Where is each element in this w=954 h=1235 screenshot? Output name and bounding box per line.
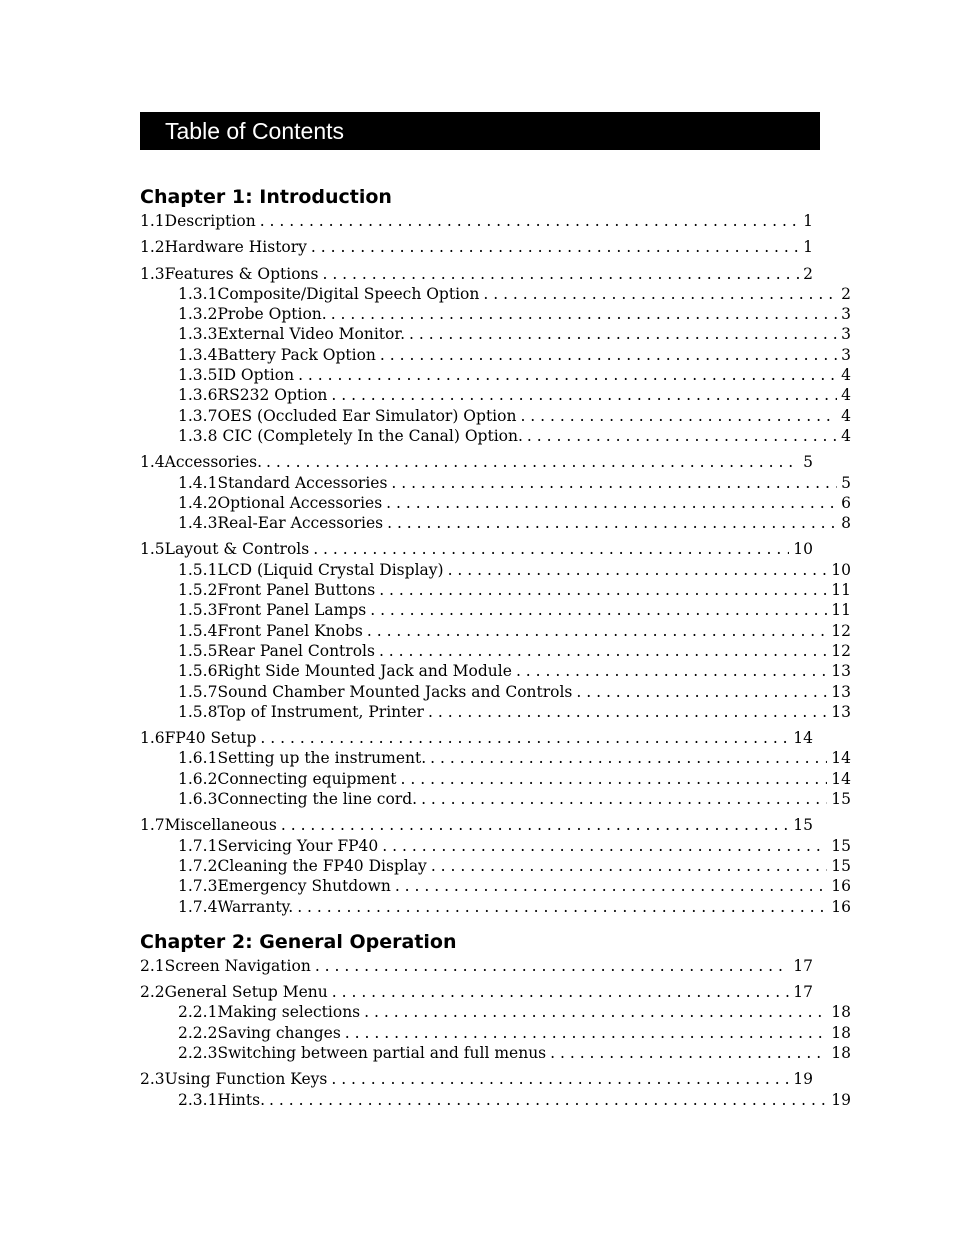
toc-subsection-entry[interactable] (140, 702, 851, 722)
toc-subsection-entry[interactable] (140, 897, 851, 917)
entry-title: Accessories. (164, 453, 263, 472)
entry-number: 1.6.3 (178, 790, 218, 809)
dot-leader (294, 365, 837, 385)
page-number: 5 (803, 453, 813, 472)
entry-title: Description (164, 212, 256, 230)
dot-leader (378, 836, 827, 856)
page-number: 2 (803, 264, 813, 283)
page-number: 18 (831, 1003, 851, 1022)
entry-title: Optional Accessories (217, 493, 383, 512)
entry-number: 1.7 (140, 816, 165, 835)
entry-title: General Setup Menu (164, 983, 328, 1002)
entry-title: Using Function Keys (164, 1070, 328, 1089)
entry-number: 2.3.1 (178, 1090, 218, 1109)
page-number: 11 (831, 601, 851, 620)
toc-header: Table of Contents (140, 112, 820, 150)
toc-section-entry[interactable] (140, 1069, 813, 1089)
entry-title: Features & Options (164, 264, 319, 283)
page-number: 5 (841, 473, 851, 492)
entry-number: 1.5.6 (178, 662, 218, 681)
toc-subsection-entry[interactable] (140, 1090, 851, 1110)
dot-leader (307, 237, 799, 257)
dot-leader (341, 1023, 827, 1043)
entry-title: Sound Chamber Mounted Jacks and Controls (217, 682, 573, 701)
entry-title: Making selections (217, 1003, 361, 1022)
dot-leader (327, 385, 837, 405)
dot-leader (360, 1002, 827, 1022)
dot-leader (327, 304, 837, 324)
entry-number: 2.3 (140, 1070, 165, 1089)
dot-leader (328, 982, 790, 1002)
dot-leader (405, 324, 837, 344)
entry-title: Probe Option. (217, 305, 327, 324)
toc-subsection-entry[interactable] (140, 560, 851, 580)
dot-leader (391, 876, 827, 896)
entry-title: Servicing Your FP40 (217, 836, 379, 855)
dot-leader (512, 661, 827, 681)
entry-title: Screen Navigation (164, 956, 311, 975)
dot-leader (572, 682, 827, 702)
entry-title: Front Panel Lamps (217, 601, 367, 620)
page-number: 13 (831, 662, 851, 681)
entry-title: Emergency Shutdown (217, 877, 391, 896)
page-number: 13 (831, 682, 851, 701)
entry-number: 1.5.7 (178, 682, 218, 701)
chapter-heading: Chapter 2: General Operation (140, 930, 457, 953)
toc-section-entry[interactable] (140, 539, 813, 559)
dot-leader (309, 539, 789, 559)
dot-leader (479, 284, 837, 304)
dot-leader (516, 406, 837, 426)
toc-subsection-entry[interactable] (140, 769, 851, 789)
entry-title: Miscellaneous (164, 816, 277, 835)
toc-section-entry[interactable] (140, 728, 813, 748)
dot-leader (426, 748, 827, 768)
toc-subsection-entry[interactable] (140, 493, 851, 513)
toc-body (140, 183, 851, 1110)
page-number: 14 (831, 769, 851, 788)
entry-number: 1.3.6 (178, 386, 218, 405)
dot-leader (366, 600, 827, 620)
entry-number: 1.7.1 (178, 836, 218, 855)
toc-subsection-entry[interactable] (140, 1002, 851, 1022)
entry-title: RS232 Option (217, 386, 328, 405)
entry-number: 2.1 (140, 956, 165, 975)
dot-leader (427, 856, 827, 876)
toc-subsection-entry[interactable] (140, 682, 851, 702)
page-number: 16 (831, 877, 851, 896)
page-number: 18 (831, 1043, 851, 1062)
page-number: 15 (831, 856, 851, 875)
toc-subsection-entry[interactable] (140, 284, 851, 304)
toc-section-entry[interactable] (140, 237, 813, 257)
entry-number: 1.5.8 (178, 702, 218, 721)
dot-leader (387, 473, 837, 493)
page-number: 15 (831, 836, 851, 855)
page-number: 14 (831, 749, 851, 768)
toc-section-entry[interactable] (140, 211, 813, 231)
toc-subsection-entry[interactable] (140, 385, 851, 405)
dot-leader (318, 264, 799, 284)
entry-title: Setting up the instrument. (217, 749, 427, 768)
entry-number: 1.7.4 (178, 897, 218, 916)
toc-subsection-entry[interactable] (140, 426, 851, 446)
dot-leader (262, 452, 799, 472)
page-number: 13 (831, 702, 851, 721)
entry-number: 1.6.2 (178, 769, 218, 788)
entry-title: FP40 Setup (164, 729, 257, 748)
entry-number: 1.5.5 (178, 641, 218, 660)
dot-leader (311, 956, 789, 976)
entry-title: Real-Ear Accessories (217, 514, 384, 533)
entry-number: 1.5.3 (178, 601, 218, 620)
toc-subsection-entry[interactable] (140, 406, 851, 426)
entry-number: 1.3.1 (178, 284, 218, 303)
entry-title: CIC (Completely In the Canal) Option. (222, 426, 523, 445)
entry-number: 2.2.2 (178, 1023, 218, 1042)
toc-subsection-entry[interactable] (140, 876, 851, 896)
page-number: 3 (841, 305, 851, 324)
page-number: 17 (793, 983, 813, 1002)
entry-title: Saving changes (217, 1023, 341, 1042)
page-number: 19 (831, 1090, 851, 1109)
page-number: 10 (831, 560, 851, 579)
page-number: 4 (841, 366, 851, 385)
dot-leader (256, 728, 789, 748)
entry-number: 1.3.5 (178, 366, 218, 385)
entry-title: Hints. (217, 1090, 266, 1109)
entry-title: Connecting equipment (217, 769, 397, 788)
toc-section-entry[interactable] (140, 264, 813, 284)
entry-number: 1.3.4 (178, 345, 218, 364)
dot-leader (363, 621, 827, 641)
entry-title: Warranty. (217, 897, 294, 916)
toc-subsection-entry[interactable] (140, 304, 851, 324)
dot-leader (293, 897, 827, 917)
dot-leader (376, 345, 837, 365)
entry-title: Standard Accessories (217, 473, 388, 492)
page-number: 14 (793, 729, 813, 748)
entry-number: 1.3.8 (178, 426, 218, 445)
dot-leader (265, 1090, 827, 1110)
entry-number: 2.2.3 (178, 1043, 218, 1062)
entry-title: Battery Pack Option (217, 345, 376, 364)
dot-leader (397, 769, 828, 789)
toc-section-entry[interactable] (140, 815, 813, 835)
toc-subsection-entry[interactable] (140, 365, 851, 385)
page-number: 1 (803, 212, 813, 230)
toc-section-entry[interactable] (140, 452, 813, 472)
toc-subsection-entry[interactable] (140, 748, 851, 768)
page-number: 4 (841, 426, 851, 445)
toc-subsection-entry[interactable] (140, 580, 851, 600)
page-number: 3 (841, 345, 851, 364)
toc-subsection-entry[interactable] (140, 621, 851, 641)
entry-number: 1.4.2 (178, 493, 218, 512)
entry-number: 1.7.2 (178, 856, 218, 875)
entry-number: 1.4 (140, 453, 165, 472)
toc-subsection-entry[interactable] (140, 600, 851, 620)
entry-number: 1.5 (140, 540, 165, 559)
chapter-heading: Chapter 1: Introduction (140, 186, 392, 208)
toc-subsection-entry[interactable] (140, 856, 851, 876)
entry-title: Hardware History (164, 238, 307, 257)
entry-number: 1.4.3 (178, 514, 218, 533)
page-number: 4 (841, 406, 851, 425)
toc-subsection-entry[interactable] (140, 661, 851, 681)
dot-leader (523, 426, 837, 446)
dot-leader (417, 789, 827, 809)
page-number: 4 (841, 386, 851, 405)
dot-leader (424, 702, 827, 722)
page-number: 2 (841, 284, 851, 303)
entry-number: 1.3 (140, 264, 165, 283)
toc-subsection-entry[interactable] (140, 324, 851, 344)
dot-leader (375, 580, 827, 600)
page-number: 3 (841, 325, 851, 344)
dot-leader (383, 513, 837, 533)
page-number: 15 (793, 816, 813, 835)
entry-number: 1.5.4 (178, 621, 218, 640)
entry-number: 1.5.2 (178, 581, 218, 600)
page-number: 16 (831, 897, 851, 916)
page-number: 18 (831, 1023, 851, 1042)
entry-title: LCD (Liquid Crystal Display) (217, 560, 444, 579)
entry-number: 1.3.2 (178, 305, 218, 324)
page-number: 19 (793, 1070, 813, 1089)
page-number: 17 (793, 956, 813, 975)
entry-number: 2.2.1 (178, 1003, 218, 1022)
entry-title: Top of Instrument, Printer (217, 702, 424, 721)
toc-section-entry[interactable] (140, 982, 813, 1002)
entry-number: 1.1 (140, 212, 165, 230)
page-number: 8 (841, 514, 851, 533)
page-number: 10 (793, 540, 813, 559)
entry-number: 1.3.7 (178, 406, 218, 425)
toc-subsection-entry[interactable] (140, 1043, 851, 1063)
page-number: 12 (831, 621, 851, 640)
toc-subsection-entry[interactable] (140, 1023, 851, 1043)
dot-leader (375, 641, 827, 661)
toc-subsection-entry[interactable] (140, 789, 851, 809)
entry-number: 2.2 (140, 983, 165, 1002)
toc-subsection-entry[interactable] (140, 345, 851, 365)
entry-number: 1.7.3 (178, 877, 218, 896)
page-number: 12 (831, 641, 851, 660)
dot-leader (277, 815, 789, 835)
dot-leader (546, 1043, 827, 1063)
entry-title: Switching between partial and full menus (217, 1043, 547, 1062)
toc-subsection-entry[interactable] (140, 473, 851, 493)
dot-leader (327, 1069, 789, 1089)
toc-subsection-entry[interactable] (140, 513, 851, 533)
toc-subsection-entry[interactable] (140, 641, 851, 661)
dot-leader (382, 493, 837, 513)
entry-title: Connecting the line cord. (217, 790, 418, 809)
entry-title: Rear Panel Controls (217, 641, 375, 660)
toc-page (140, 112, 851, 1110)
entry-title: Composite/Digital Speech Option (217, 284, 480, 303)
page-number: 6 (841, 493, 851, 512)
entry-title: OES (Occluded Ear Simulator) Option (217, 406, 517, 425)
entry-title: Cleaning the FP40 Display (217, 856, 427, 875)
entry-title: Layout & Controls (164, 540, 310, 559)
dot-leader (444, 560, 828, 580)
entry-number: 1.4.1 (178, 473, 218, 492)
toc-section-entry[interactable] (140, 956, 813, 976)
entry-number: 1.3.3 (178, 325, 218, 344)
page-number: 11 (831, 581, 851, 600)
entry-number: 1.5.1 (178, 560, 218, 579)
entry-number: 1.6.1 (178, 749, 218, 768)
entry-title: ID Option (217, 366, 295, 385)
entry-title: Right Side Mounted Jack and Module (217, 662, 512, 681)
entry-title: External Video Monitor. (217, 325, 405, 344)
entry-title: Front Panel Knobs (217, 621, 363, 640)
dot-leader (256, 211, 799, 231)
page-number: 15 (831, 790, 851, 809)
entry-number: 1.2 (140, 238, 165, 257)
toc-subsection-entry[interactable] (140, 836, 851, 856)
page-number: 1 (803, 238, 813, 257)
entry-number: 1.6 (140, 729, 165, 748)
entry-title: Front Panel Buttons (217, 581, 376, 600)
